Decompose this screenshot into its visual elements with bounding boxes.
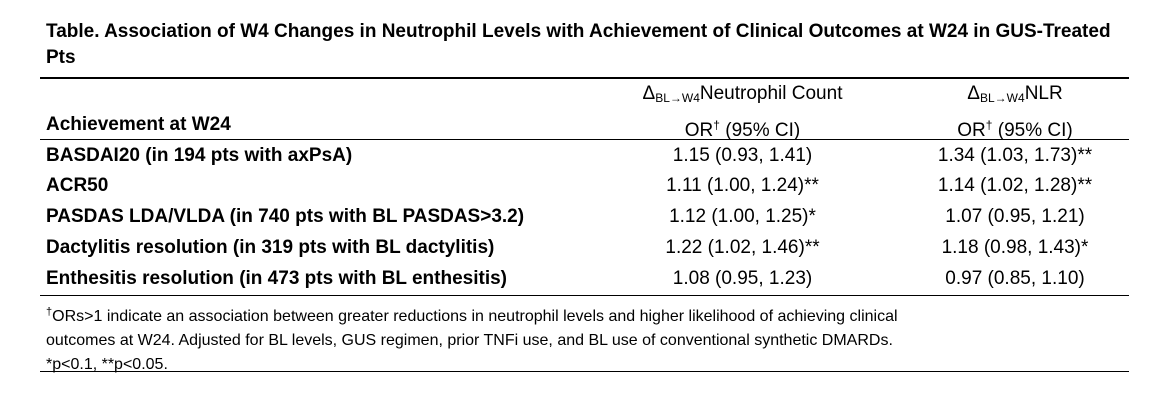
- col2-subscript: BL→W4: [980, 91, 1025, 105]
- col2-stat-dagger: †: [985, 118, 993, 132]
- footnote-text-1: ORs>1 indicate an association between greater reductions in neutrophil levels and higher likelihood of achieving clinical: [52, 308, 898, 325]
- col1-subscript: BL→W4: [655, 91, 700, 105]
- footnote-rule: [40, 295, 1129, 296]
- neutrophil-or: 1.12 (1.00, 1.25)*: [669, 206, 816, 227]
- row-label: BASDAI20 (in 194 pts with axPsA): [46, 145, 353, 166]
- table-row: [0, 205, 1174, 229]
- footnote-dagger: †: [46, 306, 53, 318]
- col1-stat-dagger: †: [713, 118, 720, 132]
- nlr-or: 1.14 (1.02, 1.28)**: [937, 175, 1093, 196]
- neutrophil-or: 1.11 (1.00, 1.24)**: [666, 175, 819, 196]
- nlr-or: 1.07 (0.95, 1.21): [945, 206, 1085, 227]
- col2-name: NLR: [1024, 83, 1063, 104]
- bottom-rule: [40, 371, 1129, 372]
- col2-stat-suffix: (95% CI): [992, 120, 1073, 141]
- row-label: Enthesitis resolution (in 473 pts with BL enthesitis): [46, 268, 507, 289]
- table-row: [0, 236, 1174, 260]
- table-row: [0, 174, 1174, 198]
- footnote-line-2: outcomes at W24. Adjusted for BL levels, GUS regimen, prior TNFi use, and BL use of conventional synthetic DMARDs.: [46, 332, 893, 349]
- row-label: PASDAS LDA/VLDA (in 740 pts with BL PASDAS>3.2): [46, 206, 525, 227]
- table-row: [0, 144, 1174, 168]
- table-row: [0, 267, 1174, 291]
- col1-header: [605, 82, 880, 110]
- table-title: Table. Association of W4 Changes in Neutrophil Levels with Achievement of Clinical Outcomes at W24 in GUS-Treated Pts: [46, 21, 1111, 68]
- col1-stat-suffix: (95% CI): [719, 120, 801, 141]
- neutrophil-or: 1.15 (0.93, 1.41): [672, 145, 813, 166]
- header-rule: [40, 139, 1129, 140]
- nlr-or: 0.97 (0.85, 1.10): [945, 268, 1085, 289]
- row-label: Dactylitis resolution (in 319 pts with BL dactylitis): [46, 237, 495, 258]
- row-label: ACR50: [46, 175, 109, 196]
- neutrophil-or: 1.22 (1.02, 1.46)**: [665, 237, 820, 258]
- footnote-line-1: [46, 300, 1126, 329]
- col1-stat: OR: [684, 120, 714, 141]
- footnote-line-3: *p<0.1, **p<0.05.: [46, 356, 168, 373]
- nlr-or: 1.18 (0.98, 1.43)*: [941, 237, 1089, 258]
- row-label-header: Achievement at W24: [46, 114, 231, 135]
- top-rule: [40, 77, 1129, 79]
- col1-name: Neutrophil Count: [699, 83, 843, 104]
- col1-delta: Δ: [642, 83, 656, 104]
- col2-delta: Δ: [967, 83, 980, 104]
- col2-header: [890, 82, 1140, 110]
- nlr-or: 1.34 (1.03, 1.73)**: [937, 145, 1093, 166]
- col2-stat: OR: [957, 120, 986, 141]
- neutrophil-or: 1.08 (0.95, 1.23): [672, 268, 813, 289]
- footnote: [46, 300, 1126, 377]
